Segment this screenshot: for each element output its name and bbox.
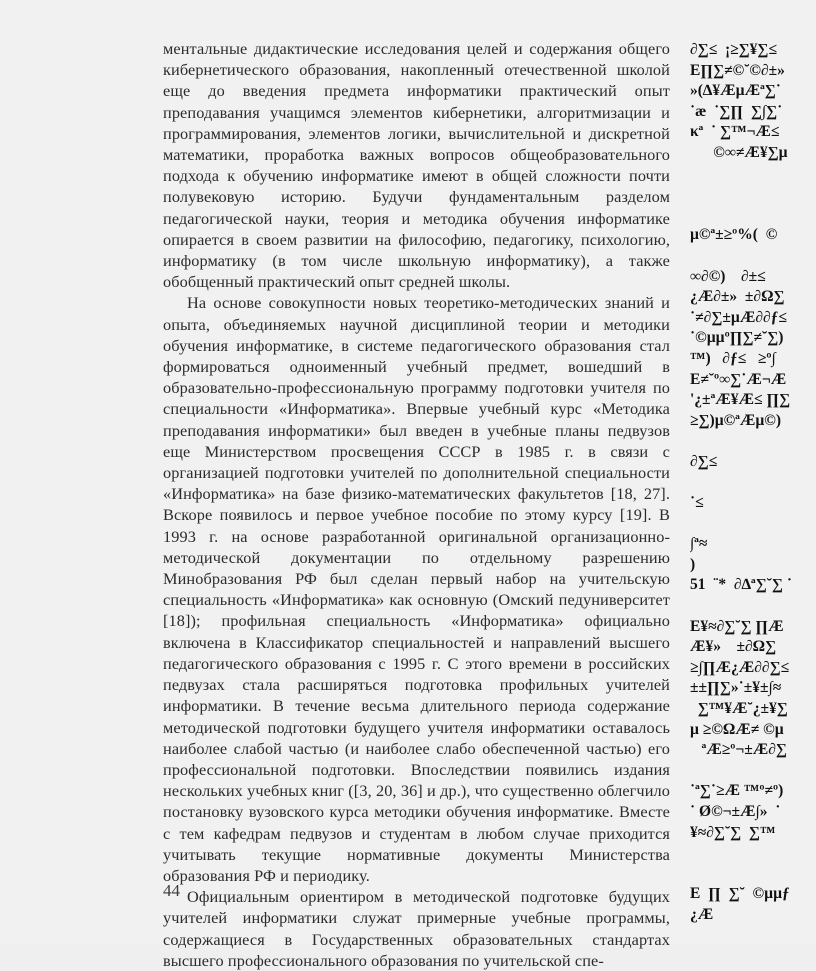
bleed-line: E≠˘º∞∑˙Æ¬Æ [690, 370, 787, 388]
bleed-line [690, 843, 816, 864]
bleed-line: ∞∂©) ∂±≤ [690, 267, 766, 285]
bleed-line: ¿Æ∂±» ±∂Ω∑ [690, 288, 785, 306]
bleed-line [690, 596, 816, 617]
bleed-line: µ ≥©ΩÆ≠ ©µ [690, 720, 784, 738]
bleed-line: ˙≤ [690, 494, 704, 512]
bleed-line [690, 514, 816, 535]
bleed-line: ≥∫∏Æ¿Æ∂∂∑≤ [690, 658, 790, 676]
bleed-line: ˙≠∂∑±µÆ∂∂ƒ≤ [690, 308, 787, 326]
bleed-line: ˙©µµº∏∑≠˘∑) [690, 329, 784, 347]
page-number: 44 [163, 881, 180, 900]
facing-page-bleed-through [690, 40, 816, 926]
bleed-line [690, 184, 816, 205]
paragraph-course-history: На основе совокупности новых теоретико-методических знаний и опыта, объединяемых научной дисциплиной теории и методики обучения информатике, в системе педагогического образования стал формироваться одноименный учебный предмет, вошедший в образовательно-профессиональную программу подготовки учителя по специальности «Информатика». Впервые учебный курс «Методика преподавания информатики» был введен в учебные планы педвузов еще Министерством просвещения СССР в 1985 г. в связи с организацией подготовки учителей по дополнительной специальности «Информатика» на базе физико-математических факультетов [18, 27]. Вскоре появилось и первое учебное пособие по этому курсу [19]. В 1993 г. на основе разработанной оригинальной организационно-методической документации по отдельному разрешению Минобразования РФ был сделан первый набор на учительскую специальность «Информатика» как основную (Омский педуниверситет [18]); профильная специальность «Информатика» официально включена в Классификатор специальностей и направлений высшего педагогического образования с 1995 г. С этого времени в российских педвузах стала расширяться подготовка профильных учителей информатики. В течение весьма длительного периода содержание методической подготовки будущего учителя информатики оставалось наиболее слабой частью (и наиболее слабо обеспеченной частью) его профессиональной подготовки. Впоследствии появились издания нескольких учебных книг ([3, 20, 36] и др.), что существенно облегчило постановку вузовского курса методики обучения информатике. Вместе с тем кафедрам педвузов и студентам в любом случае приходится учитывать текущие нормативные документы Министерства образования РФ и периодику. [163, 293, 670, 885]
bleed-line [690, 761, 816, 782]
bleed-line [690, 205, 816, 226]
bleed-line: E¥≈∂∑˘∑ ∏Æ [690, 617, 784, 635]
bleed-line [690, 246, 816, 267]
bleed-line: ) [690, 555, 696, 573]
bleed-line: ≥∑)µ©ªÆµ©) [690, 411, 782, 429]
bleed-line: '¿±ªÆ¥Æ≤ ∏∑ [690, 391, 791, 409]
bleed-line: µ©ª±≥º%( © [690, 226, 778, 244]
bleed-line: ¿Æ [690, 905, 714, 923]
bleed-line: ˙ Ø©¬±Æ∫» ˙ [690, 802, 781, 820]
bleed-line: Æ¥» ±∂Ω∑ [690, 638, 777, 656]
bleed-line: ™) ∂ƒ≤ ≥º∫ [690, 349, 776, 367]
bleed-line: ¥≈∂∑˘∑ ∑™ [690, 823, 776, 841]
bleed-line: ˙æ ˙∑∏ ∑∫∑˙ [690, 102, 783, 120]
bleed-line: »(∆¥ÆµÆª∑˙ [690, 82, 781, 100]
bleed-line: ∂∑≤ [690, 452, 718, 470]
bleed-line: ∑™¥Æ˘¿±¥∑ [690, 700, 788, 717]
bleed-line [690, 472, 816, 493]
paragraph-official-guideline: Официальным ориентиром в методической подготовке будущих учителей информатики служат примерные учебные программы, содержащиеся в Государственных образовательных стандартах высшего профессионального образования по учительской спе- [163, 887, 670, 970]
bleed-line: ªÆ≥º¬±Æ∂∑ [690, 741, 787, 759]
bleed-line: E∏∑≠©˘©∂±» [690, 61, 785, 79]
bleed-line [690, 164, 816, 185]
bleed-line [690, 431, 816, 452]
bleed-line: E ∏ ∑˘ ©µµƒ [690, 885, 790, 903]
bleed-line: ˙ª∑˙≥Æ ™º≠º) [690, 782, 784, 800]
bleed-line: ∂∑≤ ¡≥∑¥∑≤ [690, 41, 777, 58]
bleed-line [690, 864, 816, 885]
paragraph-continuation: ментальные дидактические исследования целей и содержания общего кибернетического образования, накопленный отечественной школой еще до введения предмета информатики практический опыт преподавания учащимся элементов кибернетики, алгоритмизации и программирования, элементов логики, вычислительной и дискретной математики, проработка важных вопросов общеобразовательного подхода к обучению информатике имеют в общей сложности почти полувековую историю. Будучи фундаментальным разделом педагогической науки, теория и методика обучения информатике опирается в своем развитии на философию, педагогику, психологию, информатику (в том числе школьную информатику), а также обобщенный практический опыт средней школы. [163, 39, 670, 292]
bleed-line: κª ˙ ∑™¬Æ≤ [690, 123, 780, 141]
bleed-line: ∫ª≈ [690, 535, 708, 553]
bleed-line: ©∞≠Æ¥∑µ [690, 143, 788, 161]
bleed-line: 51 ¨* ∂∆ª∑˘∑ ˙ [690, 576, 792, 594]
bleed-line: ±±∏∑»˙±¥±∫≈ [690, 679, 782, 697]
main-text-column [163, 38, 670, 971]
